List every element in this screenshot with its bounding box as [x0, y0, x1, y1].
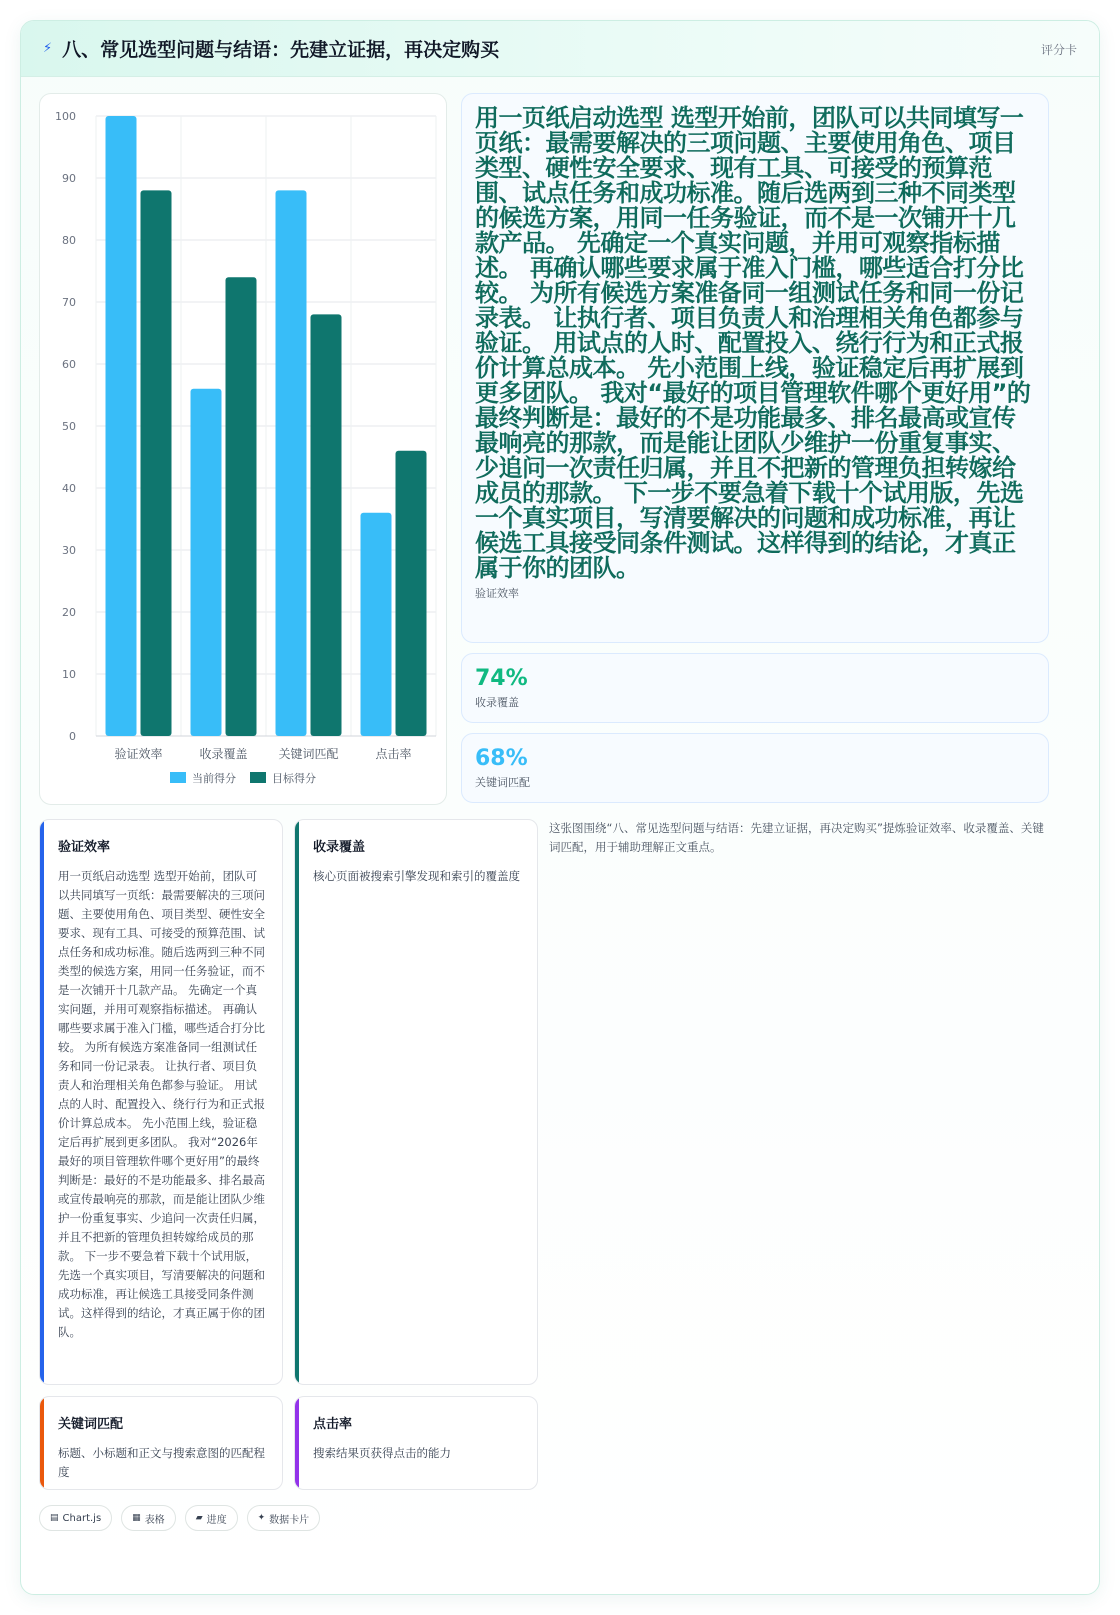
info-card-body: 搜索结果页获得点击的能力 — [313, 1446, 451, 1460]
stat-value: 74% — [475, 666, 528, 691]
y-tick-label: 100 — [55, 110, 76, 123]
info-card-title: 点击率 — [313, 1417, 353, 1432]
x-tick-label: 点击率 — [375, 747, 412, 761]
info-card-efficiency — [39, 819, 283, 1385]
info-card-title: 收录覆盖 — [313, 840, 366, 855]
x-tick-label: 关键词匹配 — [278, 747, 339, 761]
legend-swatch — [170, 772, 186, 783]
bar-0-3 — [361, 513, 392, 736]
summary-text: 用一页纸启动选型 选型开始前，团队可以共同填写一页纸：最需要解决的三项问题、主要使用角色、项目类型、硬性安全要求、现有工具、可接受的预算范围、试点任务和成功标准。随后选两到三种不同类型的候选方案，用同一任务验证，而不是一次铺开十几款产品。 先确定一个真实问题，并用可观察指标描述。 再确认哪些要求属于准入门槛，哪些适合打分比较。 为所有候选方案准备同一组测试任务和同一份记录表。 让执行者、项目负责人和治理相关角色都参与验证。 用试点的人时、配置投入、绕行行为和正式报价计算总成本。 先小范围上线，验证稳定后再扩展到更多团队。 我对“最好的项目管理软件哪个更好用”的最终判断是：最好的不是功能最多、排名最高或宣传最响亮的那款，而是能让团队少维护一份重复事实、少追问一次责任归属，并且不把新的管理负担转嫁给成员的那款。 下一步不要急着下载十个试用版，先选一个真实项目，写清要解决的问题和成功标准，再让候选工具接受同条件测试。这样得到的结论，才真正属于你的团队。 — [475, 104, 1031, 582]
summary-caption: 验证效率 — [475, 587, 519, 600]
bar-chart — [40, 94, 448, 806]
lightning-icon: ⚡ — [43, 41, 53, 56]
y-tick-label: 50 — [62, 420, 76, 433]
info-card-coverage — [294, 819, 538, 1385]
stat-card-coverage — [461, 653, 1049, 723]
bar-1-1 — [226, 277, 257, 736]
info-card-ctr — [294, 1396, 538, 1490]
tag-table[interactable]: ▦ 表格 — [121, 1505, 176, 1531]
bar-chart-panel — [39, 93, 447, 805]
stat-label: 收录覆盖 — [475, 696, 519, 709]
bar-0-2 — [276, 190, 307, 736]
info-card-title: 验证效率 — [58, 840, 111, 855]
y-tick-label: 40 — [62, 482, 76, 495]
y-tick-label: 0 — [69, 730, 76, 743]
chart-icon: ▤ — [50, 1513, 59, 1523]
table-icon: ▦ — [132, 1513, 141, 1523]
legend-label: 当前得分 — [192, 772, 236, 785]
info-card-title: 关键词匹配 — [58, 1417, 124, 1432]
y-tick-label: 60 — [62, 358, 76, 371]
info-card-body: 用一页纸启动选型 选型开始前，团队可以共同填写一页纸：最需要解决的三项问题、主要使用角色、项目类型、硬性安全要求、现有工具、可接受的预算范围、试点任务和成功标准。随后选两到三种不同类型的候选方案，用同一任务验证，而不是一次铺开十几款产品。 先确定一个真实问题，并用可观察指标描述。 再确认哪些要求属于准入门槛，哪些适合打分比较。 为所有候选方案准备同一组测试任务和同一份记录表。 让执行者、项目负责人和治理相关角色都参与验证。 用试点的人时、配置投入、绕行行为和正式报价计算总成本。 先小范围上线，验证稳定后再扩展到更多团队。 我对“2026年最好的项目管理软件哪个更好用”的最终判断是：最好的不是功能最多、排名最高或宣传最响亮的那款，而是能让团队少维护一份重复事实、少追问一次责任归属，并且不把新的管理负担转嫁给成员的那款。 下一步不要急着下载十个试用版，先选一个真实项目，写清要解决的问题和成功标准，再让候选工具接受同条件测试。这样得到的结论，才真正属于你的团队。 — [58, 869, 265, 1339]
stat-value: 68% — [475, 746, 528, 771]
y-tick-label: 70 — [62, 296, 76, 309]
bar-1-2 — [311, 314, 342, 736]
y-tick-label: 90 — [62, 172, 76, 185]
progress-icon: ▰ — [195, 1513, 203, 1523]
scorecard-panel — [20, 20, 1100, 1595]
y-tick-label: 20 — [62, 606, 76, 619]
bar-1-3 — [396, 451, 427, 736]
legend-swatch — [250, 772, 266, 783]
x-tick-label: 验证效率 — [114, 747, 163, 761]
header — [21, 21, 1099, 77]
bar-1-0 — [141, 190, 172, 736]
bar-0-0 — [106, 116, 137, 736]
header-badge: 评分卡 — [1040, 43, 1077, 57]
page-title: 八、常见选型问题与结语：先建立证据，再决定购买 — [62, 39, 500, 61]
stat-card-keyword — [461, 733, 1049, 803]
y-tick-label: 30 — [62, 544, 76, 557]
side-note: 这张图围绕“八、常见选型问题与结语：先建立证据，再决定购买”提炼验证效率、收录覆盖、关键词匹配，用于辅助理解正文重点。 — [549, 821, 1044, 854]
info-card-body: 核心页面被搜索引擎发现和索引的覆盖度 — [313, 869, 520, 883]
tag-list — [39, 1505, 320, 1531]
summary-panel — [461, 93, 1049, 643]
info-card-body: 标题、小标题和正文与搜索意图的匹配程度 — [58, 1446, 265, 1479]
legend-label: 目标得分 — [272, 772, 316, 785]
info-card-keyword — [39, 1396, 283, 1490]
stat-label: 关键词匹配 — [475, 776, 530, 789]
tag-chartjs[interactable]: ▤ Chart.js — [39, 1505, 112, 1531]
sparkle-icon: ✦ — [257, 1513, 266, 1523]
y-tick-label: 10 — [62, 668, 76, 681]
bar-0-1 — [191, 389, 222, 736]
y-tick-label: 80 — [62, 234, 76, 247]
tag-progress[interactable]: ▰ 进度 — [185, 1505, 238, 1531]
x-tick-label: 收录覆盖 — [199, 747, 248, 761]
tag-data-card[interactable]: ✦ 数据卡片 — [247, 1505, 321, 1531]
